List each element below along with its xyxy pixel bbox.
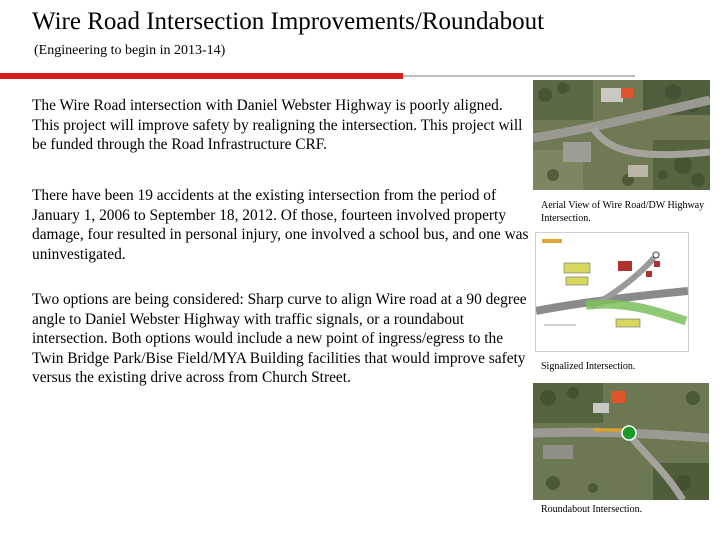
signalized-caption: Signalized Intersection. (541, 361, 636, 372)
title-divider-rule (403, 75, 635, 77)
roundabout-caption: Roundabout Intersection. (541, 504, 643, 515)
paragraph-options: Two options are being considered: Sharp curve to align Wire road at a 90 degree angle to Daniel Webster Highway with traffic signals, or a roundabout intersection. Both options would include a new point of ingress/egress to the Twin Bridge Park/Bise Field/MYA Building facilities that would improve safety versus the existing drive across from Church Street. (32, 291, 527, 386)
roundabout-image (533, 383, 709, 500)
paragraph-intro: The Wire Road intersection with Daniel Webster Highway is poorly aligned. This project will improve safety by realigning the intersection. This project will be funded through the Road Infrastructure CRF. (32, 97, 523, 153)
slide-subtitle: (Engineering to begin in 2013-14) (34, 43, 226, 58)
slide-title: Wire Road Intersection Improvements/Roundabout (32, 8, 545, 35)
aerial-view-caption: Aerial View of Wire Road/DW Highway Intersection. (541, 200, 705, 224)
signalized-plan-image (535, 232, 689, 352)
paragraph-accidents: There have been 19 accidents at the existing intersection from the period of January 1, 2006 to September 18, 2012. Of those, fourteen involved property damage, four resulted in personal injury, one involved a school bus, and one was uninvestigated. (32, 187, 529, 263)
title-accent-rule (0, 73, 403, 79)
aerial-view-image (533, 80, 710, 190)
